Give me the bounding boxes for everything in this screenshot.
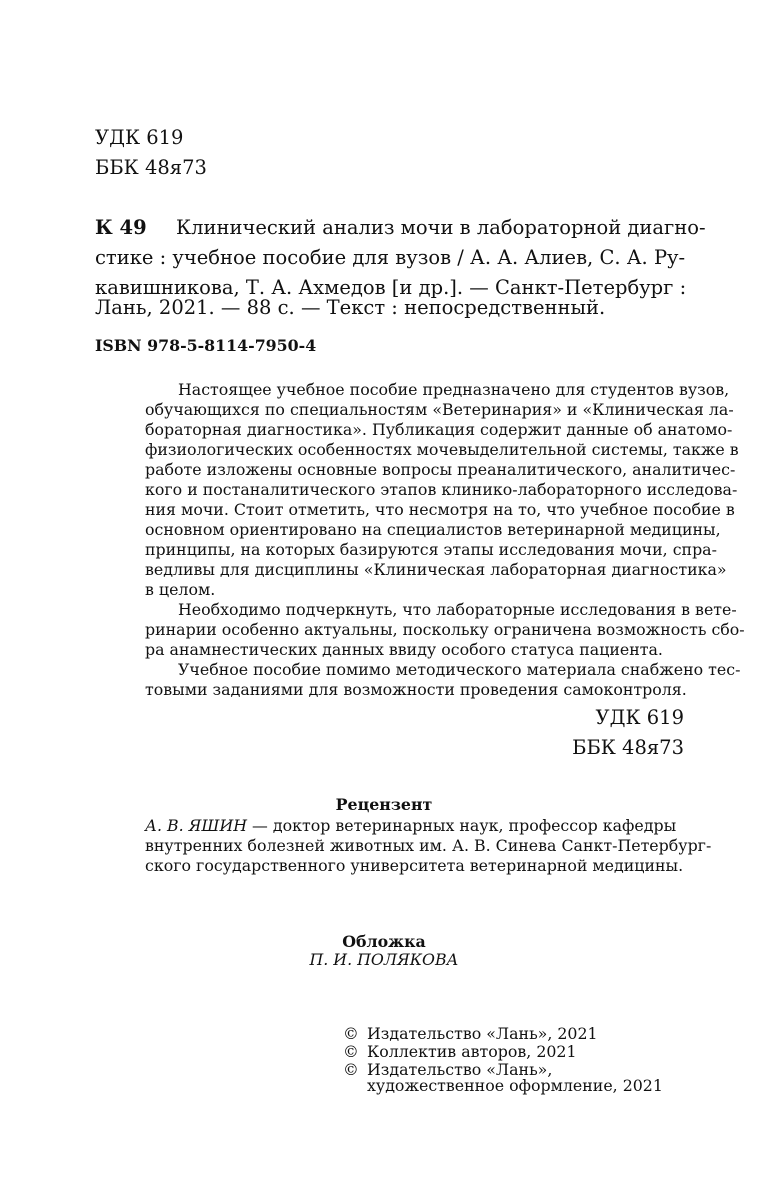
reviewer-heading: Рецензент <box>335 795 433 814</box>
bbk-code: ББК 48я73 <box>95 156 207 179</box>
cover-designer: П. И. ПОЛЯКОВА <box>309 950 459 969</box>
reviewer-name: А. В. ЯШИН <box>145 816 247 835</box>
reviewer-description: — доктор ветеринарных наук, профессор кафедры <box>247 816 677 835</box>
bibliographic-line: Лань, 2021. — 88 с. — Текст : непосредственный. <box>95 296 606 319</box>
abstract-line: обучающихся по специальностям «Ветеринария» и «Клиническая ла- <box>145 400 734 419</box>
abstract-line: товыми заданиями для возможности проведения самоконтроля. <box>145 680 687 699</box>
udk-code: УДК 619 <box>95 126 184 149</box>
copyright-line: художественное оформление, 2021 <box>367 1076 663 1095</box>
abstract-line: бораторная диагностика». Публикация содержит данные об анатомо- <box>145 420 733 439</box>
reviewer-line: внутренних болезней животных им. А. В. Синева Санкт-Петербург- <box>145 836 712 855</box>
reviewer-line: ского государственного университета ветеринарной медицины. <box>145 856 684 875</box>
bibliographic-line: стике : учебное пособие для вузов / А. А. Алиев, С. А. Ру- <box>95 246 686 269</box>
abstract-line: ния мочи. Стоит отметить, что несмотря на то, что учебное пособие в <box>145 500 735 519</box>
abstract-line: ра анамнестических данных ввиду особого статуса пациента. <box>145 640 663 659</box>
abstract-line: работе изложены основные вопросы преаналитического, аналитичес- <box>145 460 736 479</box>
reviewer-line <box>145 816 676 835</box>
copyright-line: Издательство «Лань», 2021 <box>367 1024 598 1043</box>
abstract-line: принципы, на которых базируются этапы исследования мочи, спра- <box>145 540 717 559</box>
bibliographic-line: кавишникова, Т. А. Ахмедов [и др.]. — Санкт-Петербург : <box>95 276 687 299</box>
abstract-line: в целом. <box>145 580 216 599</box>
abstract-line: основном ориентировано на специалистов ветеринарной медицины, <box>145 520 721 539</box>
copyright-icon: © <box>343 1024 359 1043</box>
abstract-line: Настоящее учебное пособие предназначено для студентов вузов, <box>178 380 730 399</box>
abstract-line: ринарии особенно актуальны, поскольку ограничена возможность сбо- <box>145 620 745 639</box>
copyright-line: Коллектив авторов, 2021 <box>367 1042 577 1061</box>
cover-heading: Обложка <box>342 932 426 951</box>
copyright-line: Издательство «Лань», <box>367 1060 553 1079</box>
abstract-line: физиологических особенностях мочевыделительной системы, также в <box>145 440 739 459</box>
bibliographic-line: Клинический анализ мочи в лабораторной диагно- <box>176 216 706 239</box>
copyright-icon: © <box>343 1060 359 1079</box>
abstract-line: ведливы для дисциплины «Клиническая лабораторная диагностика» <box>145 560 727 579</box>
author-code: К 49 <box>95 216 147 239</box>
abstract-line: кого и постаналитического этапов клинико-лабораторного исследова- <box>145 480 738 499</box>
abstract-line: Необходимо подчеркнуть, что лабораторные исследования в вете- <box>178 600 737 619</box>
copyright-icon: © <box>343 1042 359 1061</box>
bbk-code-right: ББК 48я73 <box>572 736 684 759</box>
udk-code-right: УДК 619 <box>595 706 684 729</box>
abstract-line: Учебное пособие помимо методического материала снабжено тес- <box>178 660 741 679</box>
isbn: ISBN 978-5-8114-7950-4 <box>95 336 317 355</box>
